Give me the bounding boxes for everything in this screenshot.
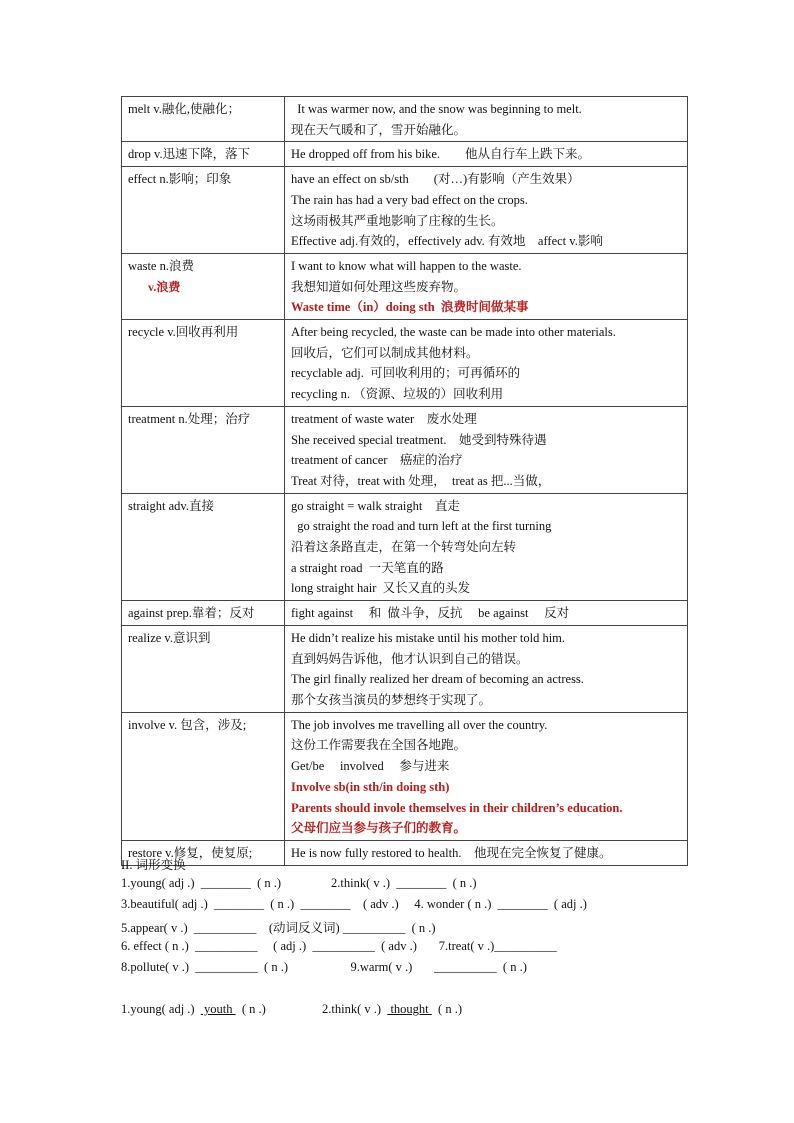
table-row (122, 97, 688, 142)
example-line: 这场雨极其严重地影响了庄稼的生长。 (291, 213, 504, 228)
word-cell (122, 493, 285, 601)
answer-item2-blank: thought (387, 1002, 432, 1016)
word-text: drop v.迅速下降，落下 (128, 147, 251, 162)
example-line: He dropped off from his bike. 他从自行车上跌下来。 (291, 147, 591, 162)
example-cell (285, 493, 688, 601)
example-line: recycling n. （资源、垃圾的）回收利用 (291, 387, 504, 402)
example-line: go straight the road and turn left at the first turning (291, 519, 552, 534)
word-text: restore v.修复，使复原; (128, 845, 253, 860)
example-line: long straight hair 又长又直的头发 (291, 581, 471, 596)
answer-item2-prefix: 2.think( v .) (322, 1002, 388, 1016)
answer-line (121, 1002, 462, 1017)
exercise-line-4: 6. effect ( n .) __________ ( adj .) __________ ( adv .) 7.treat( v .)__________ (121, 939, 557, 953)
exercise-line-5: 8.pollute( v .) __________ ( n .) 9.warm( v .) __________ ( n .) (121, 960, 527, 974)
example-line: The rain has had a very bad effect on the crops. (291, 192, 528, 207)
example-line: go straight = walk straight 直走 (291, 498, 460, 513)
example-cell (285, 840, 688, 865)
word-cell (122, 142, 285, 167)
word-text: involve v. 包含，涉及; (128, 717, 247, 732)
vocabulary-table-body (122, 97, 688, 866)
example-cell (285, 320, 688, 407)
answer-item1-suffix: ( n .) (235, 1002, 323, 1016)
example-cell (285, 712, 688, 840)
example-line: I want to know what will happen to the waste. (291, 258, 522, 273)
example-line: 这份工作需要我在全国各地跑。 (291, 738, 467, 753)
table-row (122, 493, 688, 601)
example-line: Treat 对待，treat with 处理， treat as 把...当做， (291, 473, 551, 488)
example-cell (285, 601, 688, 626)
word-cell (122, 712, 285, 840)
word-cell (122, 625, 285, 712)
exercise-line-3: 5.appear( v .) __________ (动词反义词) __________ ( n .) (121, 921, 436, 935)
example-line: Parents should invole themselves in their children’s education. (291, 800, 623, 815)
word-text: against prep.靠着；反对 (128, 606, 255, 621)
word-cell (122, 320, 285, 407)
word-cell (122, 253, 285, 319)
table-row (122, 625, 688, 712)
table-row (122, 320, 688, 407)
vocabulary-table (121, 96, 688, 866)
table-row (122, 601, 688, 626)
word-cell (122, 167, 285, 254)
example-line: It was warmer now, and the snow was beginning to melt. (291, 102, 582, 116)
example-line: He is now fully restored to health. 他现在完全恢复了健康。 (291, 845, 612, 860)
example-line: a straight road 一天笔直的路 (291, 560, 444, 575)
word-cell (122, 97, 285, 142)
example-cell (285, 625, 688, 712)
example-line: 父母们应当参与孩子们的教育。 (291, 821, 467, 836)
word-cell (122, 406, 285, 493)
word-text: treatment n.处理；治疗 (128, 411, 251, 426)
exercise-line-2: 3.beautiful( adj .) ________ ( n .) ________ ( adv .) 4. wonder ( n .) ________ ( adj .) (121, 897, 587, 911)
example-line: After being recycled, the waste can be made into other materials. (291, 325, 616, 340)
example-line: fight against 和 做斗争，反抗 be against 反对 (291, 606, 570, 621)
example-line: 沿着这条路直走，在第一个转弯处向左转 (291, 540, 517, 555)
example-line: The job involves me travelling all over the country. (291, 717, 548, 732)
example-line: He didn’t realize his mistake until his mother told him. (291, 630, 566, 645)
example-line: 直到妈妈告诉他，他才认识到自己的错误。 (291, 651, 529, 666)
example-line: recyclable adj. 可回收利用的；可再循环的 (291, 366, 521, 381)
example-line: 那个女孩当演员的梦想终于实现了。 (291, 692, 492, 707)
example-line: Waste time（in）doing sth 浪费时间做某事 (291, 300, 529, 315)
table-row (122, 142, 688, 167)
example-line: have an effect on sb/sth (对…)有影响（产生效果） (291, 172, 580, 187)
word-cell (122, 601, 285, 626)
answer-item2-suffix: ( n .) (431, 1002, 462, 1016)
word-text: waste n.浪费 (128, 258, 194, 273)
word-text: recycle v.回收再利用 (128, 325, 239, 340)
word-extra-text: v.浪费 (148, 279, 181, 294)
example-cell (285, 253, 688, 319)
answer-item1-prefix: 1.young( adj .) (121, 1002, 201, 1016)
example-cell (285, 142, 688, 167)
word-text: effect n.影响；印象 (128, 172, 232, 187)
example-line: Effective adj.有效的，effectively adv. 有效地 affect v.影响 (291, 234, 603, 249)
example-line: 回收后，它们可以制成其他材料。 (291, 345, 479, 360)
table-row (122, 712, 688, 840)
example-line: 现在天气暖和了，雪开始融化。 (291, 122, 467, 137)
table-row (122, 840, 688, 865)
word-text: straight adv.直接 (128, 498, 214, 513)
example-line: treatment of cancer 癌症的治疗 (291, 453, 463, 468)
example-cell (285, 167, 688, 254)
answer-item1-blank: youth (200, 1002, 236, 1016)
table-row (122, 406, 688, 493)
example-line: She received special treatment. 她受到特殊待遇 (291, 432, 547, 447)
table-row (122, 253, 688, 319)
example-line: 我想知道如何处理这些废弃物。 (291, 279, 467, 294)
word-text: melt v.融化,使融化； (128, 102, 241, 116)
example-line: treatment of waste water 废水处理 (291, 411, 477, 426)
word-text: realize v.意识到 (128, 630, 211, 645)
example-line: The girl finally realized her dream of becoming an actress. (291, 672, 584, 687)
example-line: Get/be involved 参与进来 (291, 759, 450, 774)
section-title: II. 词形变换 (121, 858, 186, 872)
table-row (122, 167, 688, 254)
example-cell (285, 406, 688, 493)
exercise-line-1: 1.young( adj .) ________ ( n .) 2.think( v .) ________ ( n .) (121, 876, 477, 890)
example-line: Involve sb(in sth/in doing sth) (291, 779, 450, 794)
example-cell (285, 97, 688, 142)
